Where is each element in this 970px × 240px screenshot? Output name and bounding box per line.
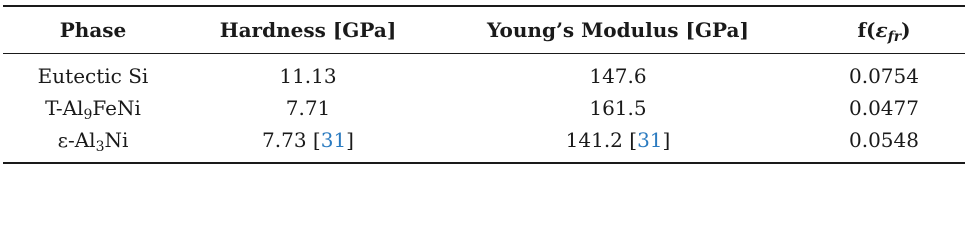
hardness-value: 11.13: [279, 64, 337, 88]
cell-f-value: 0.0754: [849, 64, 919, 88]
phase-name: Eutectic Si: [37, 64, 149, 88]
header-youngs-modulus: Young’s Modulus [GPa]: [487, 18, 749, 42]
youngs-value: 141.2: [565, 128, 623, 152]
cell-hardness: [183, 54, 433, 93]
hardness-value: 7.73: [262, 128, 307, 152]
phase-subscript: 9: [83, 107, 93, 124]
youngs-value: 161.5: [589, 96, 647, 120]
table-row: [3, 54, 965, 93]
cell-f-value: 0.0548: [849, 128, 919, 152]
cell-youngs-modulus: 141.2 [31]: [565, 128, 671, 152]
phase-name: ε-Al: [57, 128, 96, 152]
cell-hardness: [183, 92, 433, 124]
phase-name-tail: FeNi: [92, 96, 141, 120]
header-row: [3, 6, 965, 54]
phase-subscript: 3: [95, 139, 105, 156]
table-body: [3, 54, 965, 164]
header-f-subscript: fr: [887, 29, 902, 46]
phase-name: T-Al: [45, 96, 84, 120]
cell-youngs-modulus: [433, 54, 803, 93]
cell-phase: [3, 54, 183, 93]
table-row: [3, 92, 965, 124]
table-header: [3, 6, 965, 54]
header-f-prefix: f(: [857, 18, 876, 42]
phase-properties-table: [3, 5, 965, 164]
header-f-suffix: ): [901, 18, 911, 42]
header-f-epsilon: ε: [875, 18, 888, 42]
header-phase: Phase: [59, 18, 127, 42]
cell-youngs-modulus: [433, 92, 803, 124]
cell-phase: [3, 124, 183, 163]
header-hardness: Hardness [GPa]: [219, 18, 397, 42]
cell-phase: [3, 92, 183, 124]
table-row: [3, 124, 965, 163]
phase-name-tail: Ni: [104, 128, 129, 152]
cell-f-value: 0.0477: [849, 96, 919, 120]
header-fracture-function: [803, 6, 965, 54]
hardness-value: 7.71: [285, 96, 331, 120]
citation-link[interactable]: 31: [637, 128, 663, 152]
youngs-value: 147.6: [589, 64, 647, 88]
cell-hardness: 7.73 [31]: [262, 128, 354, 152]
citation-link[interactable]: 31: [320, 128, 347, 152]
